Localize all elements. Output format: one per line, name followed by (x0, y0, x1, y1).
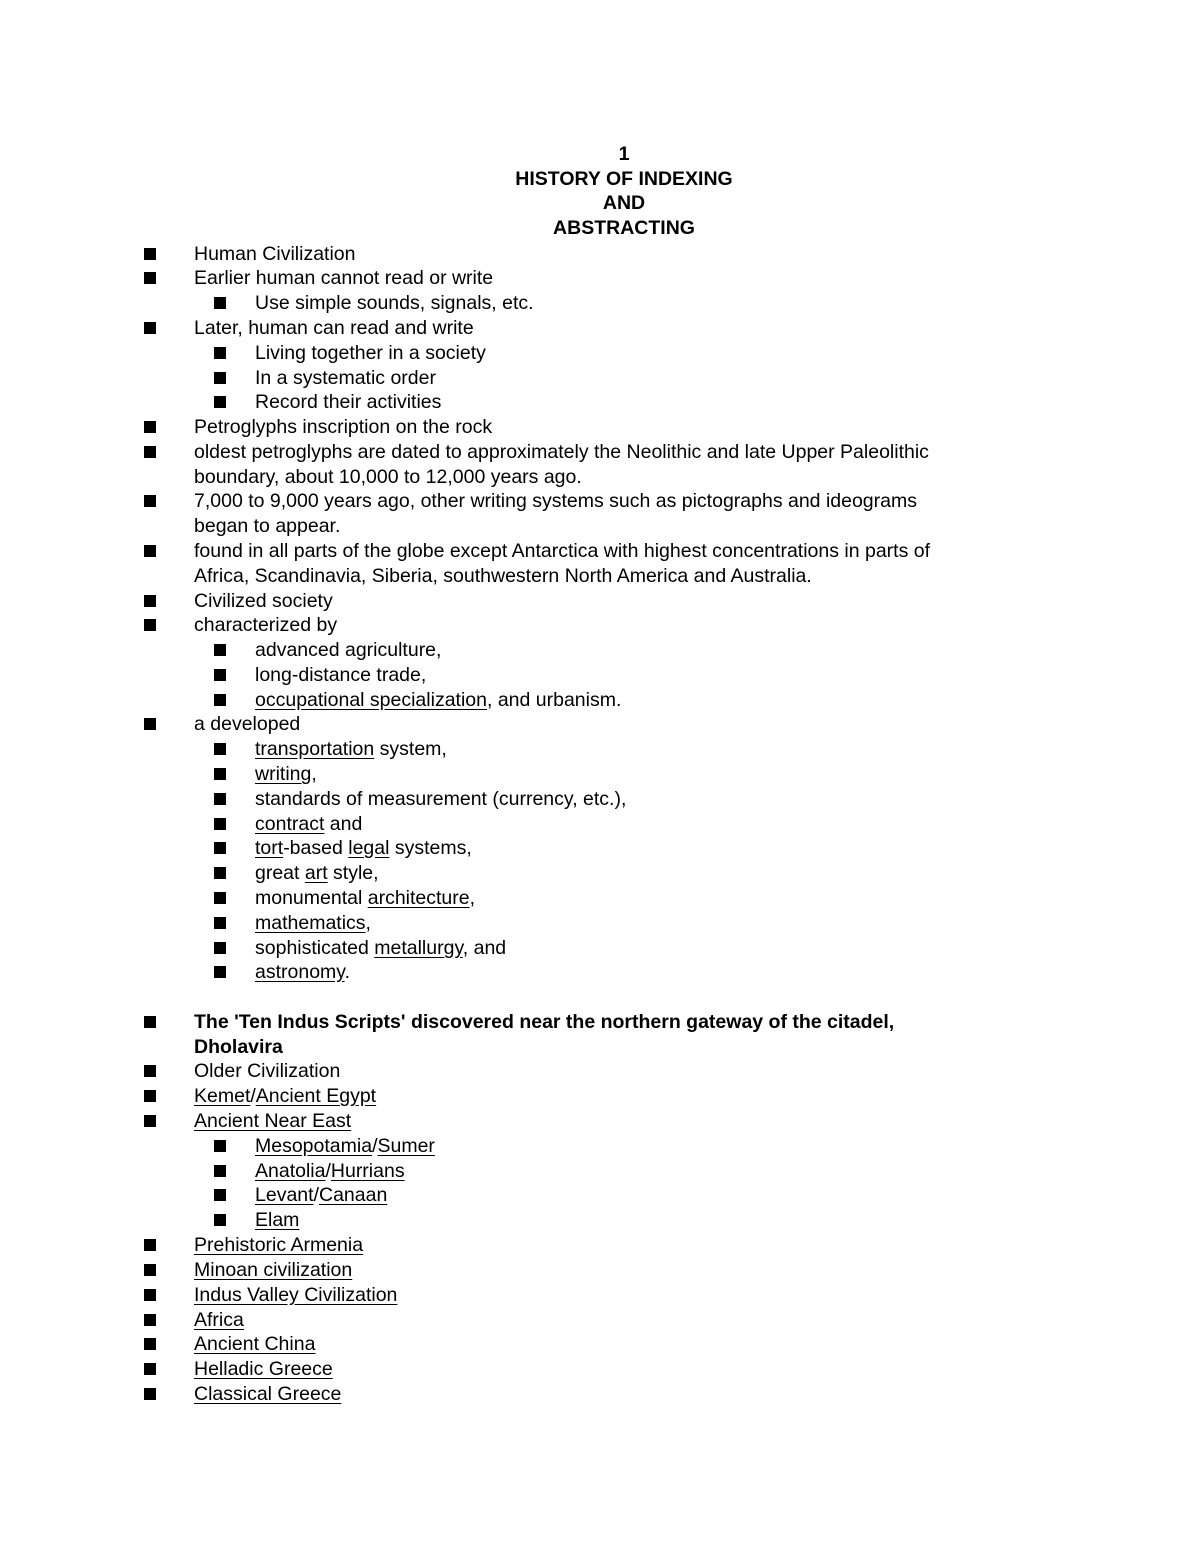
page-title-line-1: HISTORY OF INDEXING (515, 168, 733, 190)
square-bullet-icon (214, 793, 226, 805)
list-item-text: Older Civilization (194, 1060, 341, 1082)
list-item-text-rest: , and (462, 937, 507, 959)
list-item-text-rest: style, (327, 862, 379, 884)
list-item-continuation: Dholavira (194, 1036, 283, 1058)
square-bullet-icon (214, 669, 226, 681)
square-bullet-icon (144, 1239, 156, 1251)
separator: / (250, 1085, 256, 1107)
link-mathematics[interactable]: mathematics (255, 912, 366, 934)
link-ancient-near-east[interactable]: Ancient Near East (194, 1110, 352, 1132)
list-item-text: characterized by (194, 614, 338, 636)
link-writing[interactable]: writing (255, 763, 312, 785)
link-africa[interactable]: Africa (194, 1309, 244, 1331)
list-item-text-rest: , (469, 887, 476, 909)
link-ancient-china[interactable]: Ancient China (194, 1333, 316, 1355)
list-item-text (194, 1084, 376, 1109)
square-bullet-icon (214, 694, 226, 706)
square-bullet-icon (144, 1289, 156, 1301)
list-item-text (194, 1308, 244, 1333)
separator: / (313, 1184, 319, 1206)
list-item-text: Human Civilization (194, 243, 356, 265)
list-item-continuation: boundary, about 10,000 to 12,000 years ago. (194, 466, 582, 488)
list-item-text (255, 812, 362, 837)
square-bullet-icon (144, 1314, 156, 1326)
list-item-text (255, 1208, 299, 1233)
page-number: 1 (618, 143, 630, 165)
list-item-text: standards of measurement (currency, etc.), (255, 788, 627, 810)
square-bullet-icon (214, 1214, 226, 1226)
list-item-text: found in all parts of the globe except Antarctica with highest concentrations in parts of (194, 540, 931, 562)
separator: / (325, 1160, 331, 1182)
link-helladic-greece[interactable]: Helladic Greece (194, 1358, 333, 1380)
list-item-text-pre: sophisticated (255, 937, 375, 959)
link-occupational-specialization[interactable]: occupational specialization (255, 689, 487, 711)
list-item-text: Earlier human cannot read or write (194, 267, 494, 289)
square-bullet-icon (144, 545, 156, 557)
link-legal[interactable]: legal (348, 837, 390, 859)
list-item-text (194, 1382, 341, 1407)
square-bullet-icon (144, 272, 156, 284)
link-sumer[interactable]: Sumer (377, 1135, 435, 1157)
square-bullet-icon (144, 322, 156, 334)
link-tort[interactable]: tort (255, 837, 284, 859)
list-item-text: Petroglyphs inscription on the rock (194, 416, 493, 438)
list-item-text (255, 1159, 405, 1184)
square-bullet-icon (214, 892, 226, 904)
square-bullet-icon (144, 1065, 156, 1077)
list-item-text (255, 861, 379, 886)
list-item-text-rest: . (344, 961, 351, 983)
square-bullet-icon (214, 768, 226, 780)
list-item-text (255, 960, 350, 985)
list-item-text (194, 1233, 363, 1258)
square-bullet-icon (144, 421, 156, 433)
link-ancient-egypt[interactable]: Ancient Egypt (255, 1085, 377, 1107)
list-item-text (255, 1134, 435, 1159)
list-item-text: Record their activities (255, 391, 442, 413)
list-item-text (194, 1258, 352, 1283)
link-transportation[interactable]: transportation (255, 738, 375, 760)
list-item-text: long-distance trade, (255, 664, 427, 686)
list-item-text: advanced agriculture, (255, 639, 442, 661)
list-item-text (255, 762, 317, 787)
list-item-text (255, 688, 621, 713)
list-item-text: Civilized society (194, 590, 333, 612)
list-item-text: Later, human can read and write (194, 317, 474, 339)
link-art[interactable]: art (304, 862, 328, 884)
list-item-text: Use simple sounds, signals, etc. (255, 292, 534, 314)
link-anatolia[interactable]: Anatolia (255, 1160, 326, 1182)
list-item-text-rest: and (324, 813, 363, 835)
list-item-text: The 'Ten Indus Scripts' discovered near the northern gateway of the citadel, (194, 1011, 895, 1033)
list-item-text-rest: systems, (389, 837, 472, 859)
square-bullet-icon (214, 347, 226, 359)
square-bullet-icon (144, 1363, 156, 1375)
square-bullet-icon (214, 942, 226, 954)
square-bullet-icon (214, 297, 226, 309)
square-bullet-icon (144, 619, 156, 631)
list-item-text (255, 886, 475, 911)
square-bullet-icon (214, 1165, 226, 1177)
square-bullet-icon (214, 644, 226, 656)
list-item-text-mid: -based (283, 837, 349, 859)
list-item-text (255, 1183, 387, 1208)
link-hurrians[interactable]: Hurrians (330, 1160, 405, 1182)
link-astronomy[interactable]: astronomy (255, 961, 345, 983)
list-item-text (194, 1283, 397, 1308)
page-title-line-3: ABSTRACTING (553, 217, 695, 239)
list-item-text-rest: , (311, 763, 317, 785)
list-item-continuation: began to appear. (194, 515, 341, 537)
list-item-text-pre: great (255, 862, 305, 884)
link-classical-greece[interactable]: Classical Greece (194, 1383, 342, 1405)
list-item-text-rest: , and urbanism. (486, 689, 622, 711)
square-bullet-icon (214, 396, 226, 408)
link-kemet[interactable]: Kemet (194, 1085, 251, 1107)
square-bullet-icon (144, 595, 156, 607)
square-bullet-icon (144, 1264, 156, 1276)
square-bullet-icon (214, 1189, 226, 1201)
square-bullet-icon (144, 1090, 156, 1102)
list-item-text: 7,000 to 9,000 years ago, other writing systems such as pictographs and ideograms (194, 490, 917, 512)
square-bullet-icon (144, 718, 156, 730)
square-bullet-icon (214, 842, 226, 854)
list-item-text: Living together in a society (255, 342, 486, 364)
link-prehistoric-armenia[interactable]: Prehistoric Armenia (194, 1234, 364, 1256)
list-item-text (255, 737, 447, 762)
square-bullet-icon (144, 495, 156, 507)
list-item-text (255, 836, 472, 861)
list-item-text-rest: , (365, 912, 371, 934)
list-item-text: In a systematic order (255, 367, 436, 389)
page-title-line-2: AND (602, 192, 646, 214)
link-architecture[interactable]: architecture (367, 887, 470, 909)
square-bullet-icon (144, 1338, 156, 1350)
link-minoan-civilization[interactable]: Minoan civilization (194, 1259, 353, 1281)
list-item-text (194, 1332, 315, 1357)
separator: / (372, 1135, 378, 1157)
square-bullet-icon (144, 1016, 156, 1028)
square-bullet-icon (144, 248, 156, 260)
link-mesopotamia[interactable]: Mesopotamia (255, 1135, 373, 1157)
list-item-text (255, 911, 371, 936)
link-elam[interactable]: Elam (255, 1209, 300, 1231)
list-item-text: oldest petroglyphs are dated to approximately the Neolithic and late Upper Paleolithic (194, 441, 929, 463)
square-bullet-icon (214, 867, 226, 879)
list-item-text (194, 1109, 351, 1134)
square-bullet-icon (214, 743, 226, 755)
square-bullet-icon (214, 372, 226, 384)
square-bullet-icon (214, 917, 226, 929)
list-item-text: a developed (194, 713, 301, 735)
link-indus-valley-civilization[interactable]: Indus Valley Civilization (194, 1284, 398, 1306)
square-bullet-icon (144, 1388, 156, 1400)
list-item-continuation: Africa, Scandinavia, Siberia, southwestern North America and Australia. (194, 565, 812, 587)
list-item-text (194, 1357, 333, 1382)
link-contract[interactable]: contract (255, 813, 325, 835)
link-levant[interactable]: Levant (255, 1184, 314, 1206)
list-item-text-pre: monumental (255, 887, 368, 909)
square-bullet-icon (214, 1140, 226, 1152)
link-canaan[interactable]: Canaan (318, 1184, 388, 1206)
list-item-text-rest: system, (374, 738, 447, 760)
square-bullet-icon (144, 446, 156, 458)
square-bullet-icon (144, 1115, 156, 1127)
square-bullet-icon (214, 818, 226, 830)
list-item-text (255, 936, 506, 961)
square-bullet-icon (214, 966, 226, 978)
link-metallurgy[interactable]: metallurgy (374, 937, 463, 959)
